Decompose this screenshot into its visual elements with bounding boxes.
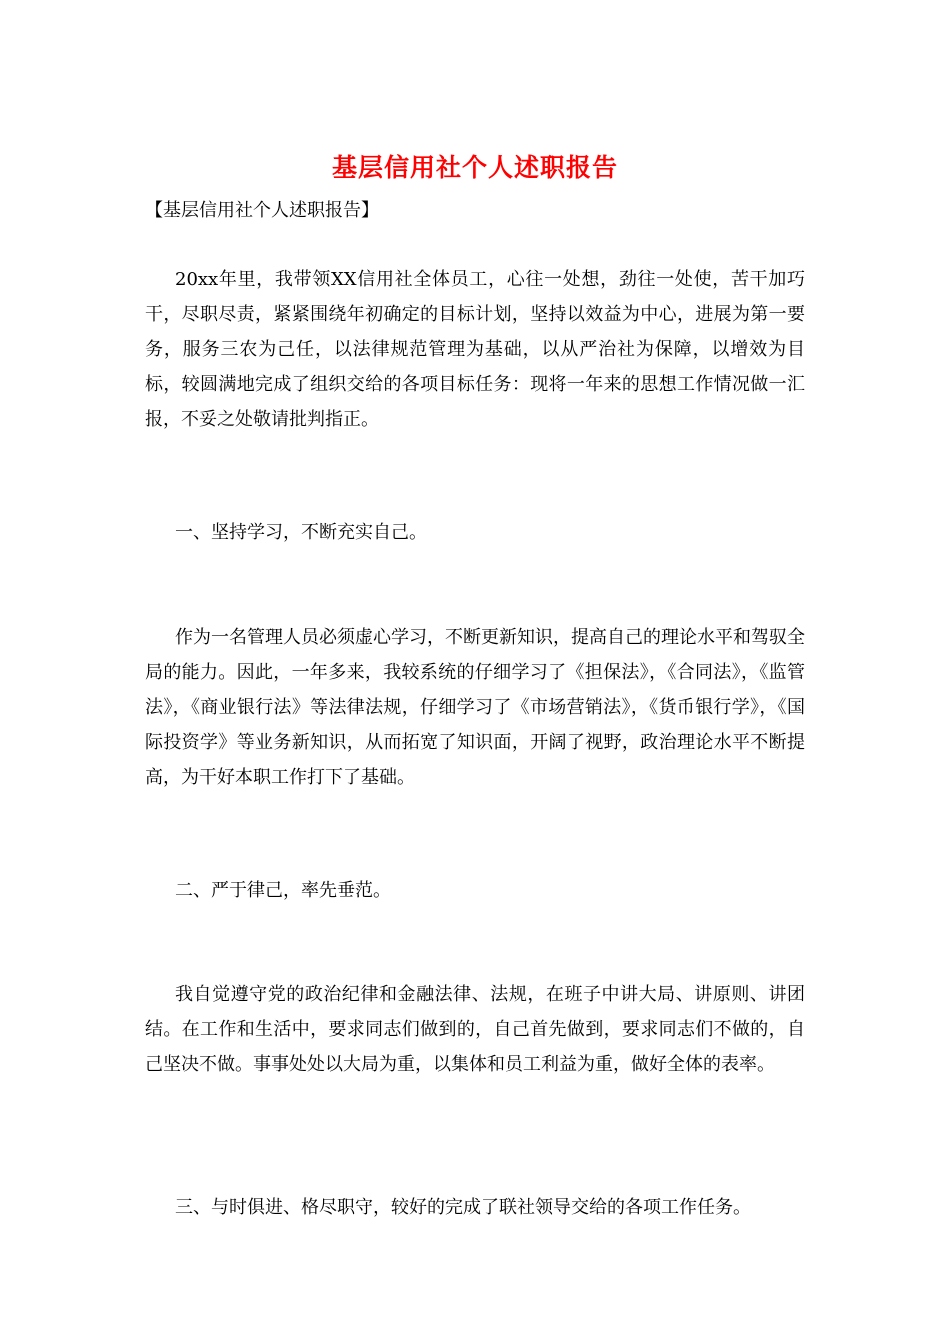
document-subtitle: 【基层信用社个人述职报告】 — [145, 200, 379, 221]
section-heading-1: 一、坚持学习，不断充实自己。 — [175, 522, 427, 543]
document-title: 基层信用社个人述职报告 — [331, 153, 618, 182]
paragraph-section-2: 我自觉遵守党的政治纪律和金融法律、法规，在班子中讲大局、讲原则、讲团结。在工作和生活中，要求同志们做到的，自己首先做到，要求同志们不做的，自己坚决不做。事事处处以大局为重，以集体和员工利益为重，做好全体的表率。 — [145, 984, 805, 1075]
paragraph-intro: 20xx年里，我带领XX信用社全体员工，心往一处想，劲往一处使，苦干加巧干，尽职尽责，紧紧围绕年初确定的目标计划，坚持以效益为中心，进展为第一要务，服务三农为己任，以法律规范管理为基础，以从严治社为保障，以增效为目标，较圆满地完成了组织交给的各项目标任务：现将一年来的思想工作情况做一汇报，不妥之处敬请批判指正。 — [145, 269, 805, 430]
section-heading-3: 三、与时俱进、格尽职守，较好的完成了联社领导交给的各项工作任务。 — [175, 1197, 751, 1218]
paragraph-section-1: 作为一名管理人员必须虚心学习，不断更新知识，提高自己的理论水平和驾驭全局的能力。因此，一年多来，我较系统的仔细学习了《担保法》，《合同法》，《监管法》，《商业银行法》等法律法规，仔细学习了《市场营销法》，《货币银行学》，《国际投资学》等业务新知识，从而拓宽了知识面，开阔了视野，政治理论水平不断提高，为干好本职工作打下了基础。 — [145, 627, 805, 788]
section-heading-2: 二、严于律己，率先垂范。 — [175, 880, 391, 901]
